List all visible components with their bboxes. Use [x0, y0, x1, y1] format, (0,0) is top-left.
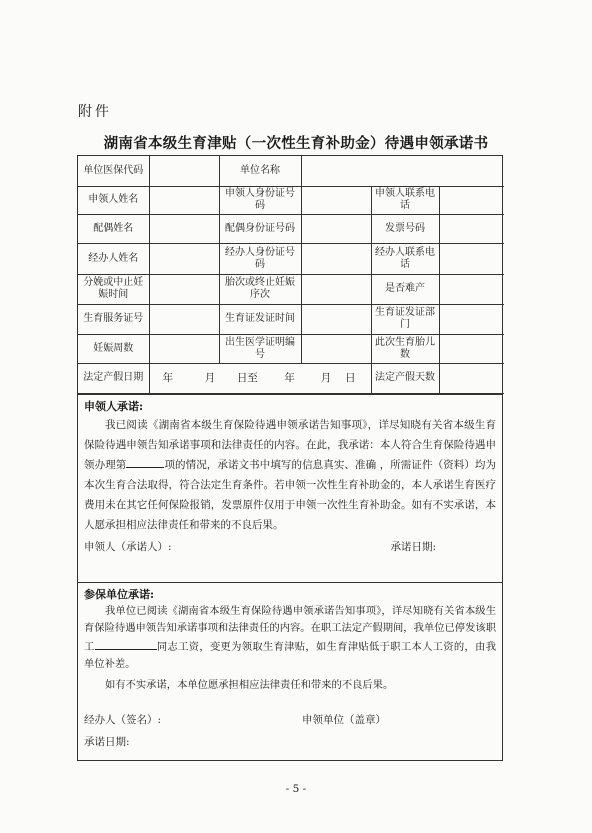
date-day-to: 日至 — [236, 372, 258, 384]
application-form — [77, 155, 503, 761]
applicant-signature-row — [84, 537, 496, 557]
employer-signature-row — [84, 710, 496, 730]
table-row — [78, 363, 504, 393]
table-row — [78, 186, 504, 214]
employer-liability-text: 如有不实承诺，本单位愿承担相应法律责任和带来的不良后果。 — [105, 678, 394, 691]
date-month-end: 月 — [320, 372, 332, 384]
employee-name-blank[interactable] — [95, 637, 157, 650]
applicant-signature-label: 申领人（承诺人）: — [84, 540, 172, 553]
label-invoice-number: 发票号码 — [371, 214, 439, 243]
date-year-end: 年 — [284, 372, 295, 384]
cert-issue-time-field[interactable] — [301, 304, 371, 334]
applicant-name-field[interactable] — [149, 186, 219, 214]
date-month-start: 月 — [204, 372, 216, 384]
handler-name-field[interactable] — [149, 243, 219, 274]
employer-commitment-heading: 参保单位承诺: — [84, 587, 155, 601]
applicant-text-part-a: 我已阅读《湖南省本级生育保险待遇申领承诺告知事项》，详尽知晓有关省本级生育保险待遇申领告知承诺事项和法律责任的内容。在此，我承诺：本人符合生育保险待遇申领办理第 — [84, 418, 496, 471]
document-title: 湖南省本级生育津贴（一次性生育补助金）待遇申领承诺书 — [103, 135, 489, 152]
birth-order-field[interactable] — [301, 274, 371, 304]
applicant-commitment-heading: 申领人承诺: — [84, 399, 144, 413]
spouse-name-field[interactable] — [149, 214, 219, 243]
label-unit-name: 单位名称 — [219, 156, 301, 186]
invoice-number-field[interactable] — [439, 214, 504, 243]
handler-id-field[interactable] — [301, 243, 371, 274]
label-unit-code: 单位医保代码 — [78, 156, 149, 186]
employer-date-label: 承诺日期: — [84, 735, 130, 748]
table-row — [78, 243, 504, 274]
leave-dates-field[interactable] — [149, 363, 371, 393]
attachment-label: 附件 — [78, 104, 112, 120]
label-applicant-phone: 申领人联系电话 — [371, 186, 439, 214]
label-cert-issue-time: 生育证发证时间 — [219, 304, 301, 334]
label-leave-days: 法定产假天数 — [371, 363, 439, 393]
difficult-labor-field[interactable] — [439, 274, 504, 304]
label-gestation-weeks: 妊娠周数 — [78, 334, 149, 363]
label-handler-id: 经办人身份证号码 — [219, 243, 301, 274]
label-applicant-name: 申领人姓名 — [78, 186, 149, 214]
birth-cert-no-field[interactable] — [301, 334, 371, 363]
applicant-date-label: 承诺日期: — [390, 540, 436, 553]
handler-phone-field[interactable] — [439, 243, 504, 274]
gestation-weeks-field[interactable] — [149, 334, 219, 363]
date-day-end: 日 — [345, 372, 356, 384]
label-birth-order: 胎次或终止妊娠序次 — [219, 274, 301, 304]
applicant-phone-field[interactable] — [439, 186, 504, 214]
label-handler-name: 经办人姓名 — [78, 243, 149, 274]
label-spouse-id: 配偶身份证号码 — [219, 214, 301, 243]
cert-issue-dept-field[interactable] — [439, 304, 504, 334]
label-cert-issue-dept: 生育证发证部门 — [371, 304, 439, 334]
label-birth-cert-no: 出生医学证明编号 — [219, 334, 301, 363]
table-row — [78, 334, 504, 363]
leave-days-field[interactable] — [439, 363, 504, 393]
page-number: - 5 - — [285, 783, 307, 795]
table-row — [78, 304, 504, 334]
employer-text-part-a: 我单位已阅读《湖南省本级生育保险待遇申领承诺告知事项》，详尽知晓有关省本级生育保险待遇申领告知承诺事项和法律责任的内容。在职工法定产假期间，我单位已停发该职工 — [84, 604, 496, 653]
unit-name-field[interactable] — [301, 156, 504, 186]
unit-seal-label: 申领单位（盖章） — [302, 713, 386, 726]
table-row — [78, 214, 504, 243]
table-row — [78, 274, 504, 304]
label-delivery-time: 分娩或中止妊娠时间 — [78, 274, 149, 304]
date-year-start: 年 — [162, 372, 174, 384]
table-row — [78, 156, 504, 186]
label-difficult-labor: 是否难产 — [371, 274, 439, 304]
label-leave-dates: 法定产假日期 — [78, 363, 149, 393]
label-spouse-name: 配偶姓名 — [78, 214, 149, 243]
label-applicant-id: 申领人身份证号码 — [219, 186, 301, 214]
item-number-blank[interactable] — [126, 455, 164, 468]
applicant-commitment — [78, 394, 502, 582]
label-service-cert-no: 生育服务证号 — [78, 304, 149, 334]
label-handler-phone: 经办人联系电话 — [371, 243, 439, 274]
employer-text-part-b: 同志工资，变更为领取生育津贴，如生育津贴低于职工本人工资的，由我单位补差。 — [84, 640, 497, 670]
info-table — [78, 156, 504, 394]
applicant-id-field[interactable] — [301, 186, 371, 214]
applicant-commitment-text — [84, 415, 496, 535]
label-fetus-count: 此次生育胎儿数 — [371, 334, 439, 363]
unit-code-field[interactable] — [149, 156, 219, 186]
employer-commitment-text — [84, 603, 496, 673]
service-cert-no-field[interactable] — [149, 304, 219, 334]
handler-signature-label: 经办人（签名）: — [84, 713, 162, 726]
spouse-id-field[interactable] — [301, 214, 371, 243]
fetus-count-field[interactable] — [439, 334, 504, 363]
delivery-time-field[interactable] — [149, 274, 219, 304]
employer-commitment — [78, 582, 502, 760]
applicant-text-part-b: 项的情况，承诺文书中填写的信息真实、准确 ，所需证件（资料）均为本次生育合法取得，符合法定生育条件。若申领一次性生育补助金的，本人承诺生育医疗费用未在其它任何保险报销，发票原件仅用于申领一次性生育补助金。如有不实承诺，本人愿承担相应法律责任和带来的不良后果。 — [84, 458, 497, 531]
